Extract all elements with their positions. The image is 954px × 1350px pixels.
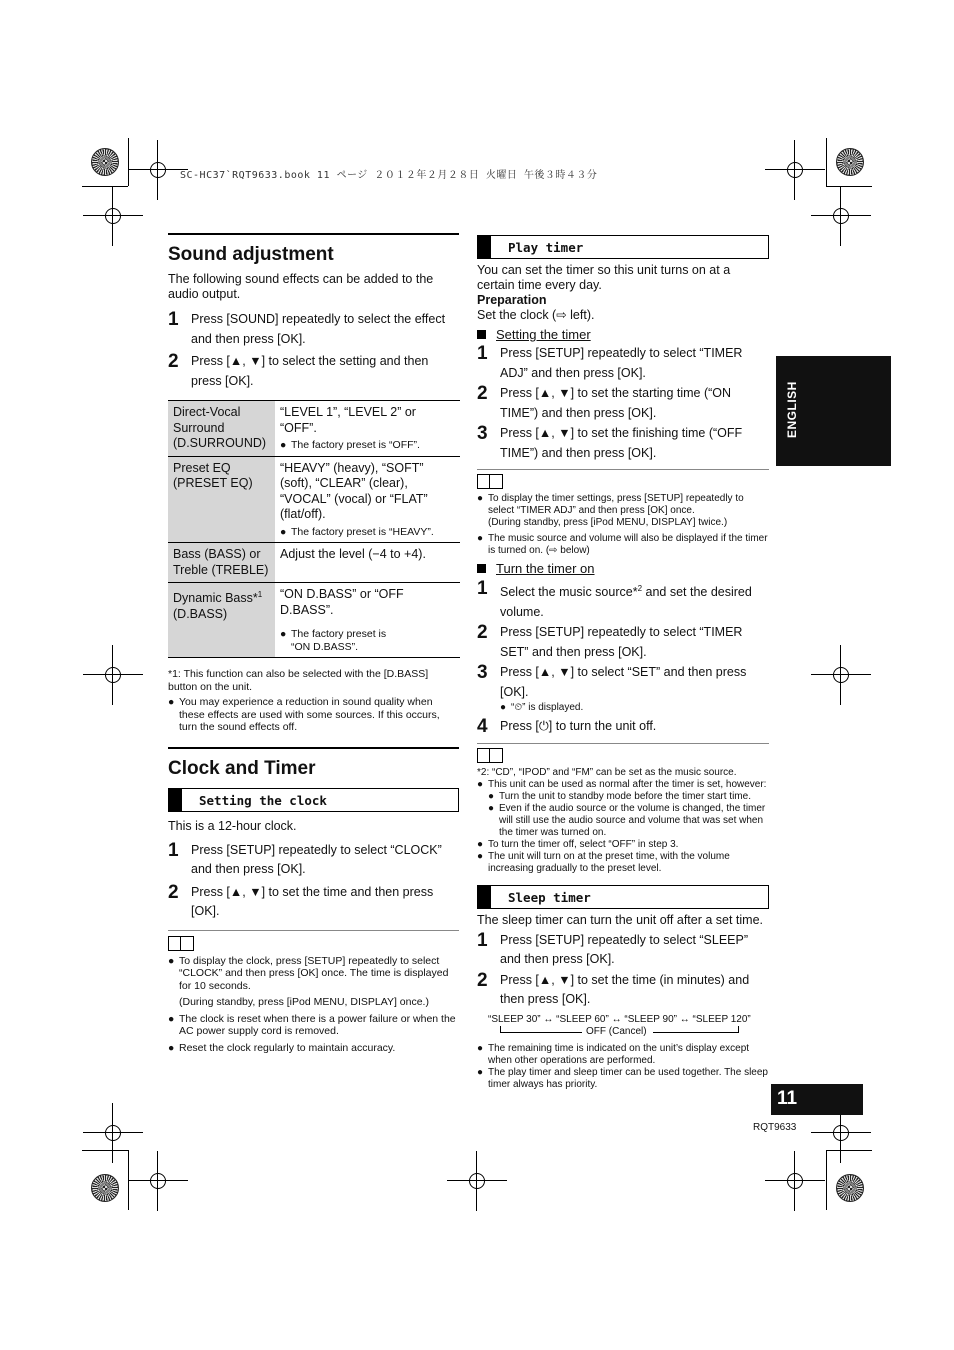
crosshair-mark (128, 1151, 188, 1211)
step: 1 Press [SETUP] repeatedly to select “SLEEP” and then press [OK]. (477, 929, 749, 967)
crosshair-mark (811, 645, 871, 705)
sleep-cycle: “SLEEP 30” ↔ “SLEEP 60” ↔ “SLEEP 90” ↔ “SLEEP 120” OFF (Cancel) (488, 1013, 751, 1037)
step: 3 Press [▲, ▼] to set the finishing time (“OFF TIME”) and then press [OK]. (477, 423, 743, 460)
doc-code: RQT9633 (753, 1122, 797, 1133)
subhead-sleep-timer: Sleep timer (477, 885, 769, 909)
sound-intro: The following sound effects can be added to the audio output. (168, 272, 434, 301)
turn-timer-on-heading: Turn the timer on (496, 561, 595, 576)
left-column: Sound adjustment The following sound effects can be added to the audio output. 1 Press [SOUND] repeatedly to select the effect and then press [OK]. 2 Press [▲, ▼] to select the setting and then press [OK]. Direct-Vocal Surround (D.SURROUND) “LEVEL 1”, “LEVEL 2” or “OFF”. ● The factory preset is “OFF”. Preset EQ (PRESET EQ) “HEAVY” (heavy), “SOFT” (soft), “CLEAR” (clear), “VOCAL” (vocal) or “FLAT” (flat/off). ● The factory preset is “HEAVY”. Bass (BASS) or Treble (TREBLE) Adjust the level (−4 to +4). Dynamic Bass*$^1$ (D.BASS) “ON D.BASS” or “OFF D.BASS”. ● The factory preset is “ON D.BASS”. *1: This function can also be selected with the [D.BASS] button on the unit. ● You may experience a reduction in sound quality when these effects are used with some sources. If this occurs, turn the sound effects off. Clock and Timer Setting the clock This is a 12-hour clock. 1 Press [SETUP] repeatedly to select “CLOCK” and then press [OK]. 2 Press [▲, ▼] to set the time and then press [OK]. ● To display the clock, press [SETUP] repeatedly to select “CLOCK” and then press [OK] once. The time is displayed for 10 seconds. (During standby, press [iPod MENU, DISPLAY] once.) ● The clock is reset when there is a power failure or when the AC power supply cord is removed. ● Reset the clock regularly to maintain accuracy. (168, 233, 459, 1054)
crosshair-mark (83, 645, 143, 705)
subhead-play-timer: Play timer (477, 235, 769, 259)
table-row: Preset EQ (PRESET EQ) “HEAVY” (heavy), “SOFT” (soft), “CLEAR” (clear), “VOCAL” (vocal) or “FLAT” (flat/off). ● The factory preset is “HEAVY”. (168, 456, 460, 543)
footnote-1: *1: This function can also be selected with the [D.BASS] button on the unit. (168, 668, 429, 693)
registration-mark (836, 148, 864, 176)
play-timer-intro: You can set the timer so this unit turns on at a certain time every day. (477, 263, 731, 292)
registration-mark (91, 1174, 119, 1202)
crosshair-mark (765, 1151, 825, 1211)
sleep-timer-intro: The sleep timer can turn the unit off after a set time. (477, 912, 764, 927)
step: 2 Press [▲, ▼] to set the time (in minutes) and then press [OK]. (477, 969, 750, 1007)
registration-mark (836, 1174, 864, 1202)
step: 1 Press [SETUP] repeatedly to select “CLOCK” and then press [OK]. (168, 839, 442, 876)
step: 2 Press [▲, ▼] to select the setting and then press [OK]. (168, 351, 429, 388)
step: 2 Press [SETUP] repeatedly to select “TIMER SET” and then press [OK]. (477, 622, 743, 659)
step: 1 Press [SOUND] repeatedly to select the effect and then press [OK]. (168, 309, 446, 346)
step: 4 Press [⏻] to turn the unit off. (477, 715, 657, 737)
section-title-clock: Clock and Timer (168, 757, 316, 779)
crosshair-mark (83, 186, 143, 246)
section-title-sound: Sound adjustment (168, 244, 334, 265)
sound-effects-table (168, 400, 460, 658)
step: 2 Press [▲, ▼] to set the time and then press [OK]. (168, 881, 434, 918)
page-number: 11 (771, 1084, 863, 1115)
clock-intro: This is a 12-hour clock. (168, 818, 297, 833)
crosshair-mark (447, 1151, 507, 1211)
table-row: Bass (BASS) or Treble (TREBLE) Adjust the level (−4 to +4). (168, 543, 460, 583)
right-column: Play timer You can set the timer so this unit turns on at a certain time every day. Preparation Set the clock (⇨ left). Setting the timer 1 Press [SETUP] repeatedly to select “TIMER ADJ” and then press [OK]. 2 Press [▲, ▼] to set the starting time (“ON TIME”) and then press [OK]. 3 Press [▲, ▼] to set the finishing time (“OFF TIME”) and then press [OK]. ● To display the timer settings, press [SETUP] repeatedly to select “TIMER ADJ” and then press [OK] once. (During standby, press [iPod MENU, DISPLAY] twice.) ● The music source and volume will also be displayed if the timer is turned on. (⇨ below) Turn the timer on 1 Select the music source*$^2$ and set the desired volume. 2 Press [SETUP] repeatedly to select “TIMER SET” and then press [OK]. 3 Press [▲, ▼] to select “SET” and then press [OK]. ● “⏲” is displayed. 4 Press [⏻] to turn the unit off. *2: “CD”, “IPOD” and “FM” can be set as the music source. ● This unit can be used as normal after the timer is set, however: ● Turn the unit to standby mode before the timer start time. ● Even if the audio source or the volume is changed, the timer will still use the audio source and volume that was set when the timer was turned on. ● To turn the timer off, select “OFF” in step 3. ● The unit will turn on at the preset time, with the volume increasing gradually to the preset level. Sleep timer The sleep timer can turn the unit off after a set time. 1 Press [SETUP] repeatedly to select “SLEEP” and then press [OK]. 2 Press [▲, ▼] to set the time (in minutes) and then press [OK]. “SLEEP 30” ↔ “SLEEP 60” ↔ “SLEEP 90” ↔ “SLEEP 120” OFF (Cancel) ● The remaining time is indicated on the unit’s display except when other operations are performed. ● The play timer and sleep timer can be used together. The sleep timer always has priority. (477, 235, 769, 1091)
subhead-setting-clock: Setting the clock (168, 788, 459, 812)
print-header: SC-HC37`RQT9633.book 11 ページ ２０１２年２月２８日 火曜日 午後３時４３分 (180, 170, 598, 181)
setting-timer-heading: Setting the timer (496, 327, 591, 342)
note-icon (477, 474, 503, 489)
note-icon (477, 748, 503, 763)
step: 2 Press [▲, ▼] to set the starting time (“ON TIME”) and then press [OK]. (477, 383, 732, 420)
table-row: Direct-Vocal Surround (D.SURROUND) “LEVEL 1”, “LEVEL 2” or “OFF”. ● The factory preset is “OFF”. (168, 401, 460, 457)
step: 3 Press [▲, ▼] to select “SET” and then press [OK]. (477, 662, 747, 699)
sound-note: You may experience a reduction in sound quality when these effects are used with some sources. If this occurs, turn the sound effects off. (179, 696, 440, 733)
step: 1 Select the music source*$^2$ and set the desired volume. (477, 578, 752, 619)
note-icon (168, 936, 194, 951)
table-row: Dynamic Bass*$^1$ (D.BASS) “ON D.BASS” or “OFF D.BASS”. ● The factory preset is “ON D.BASS”. (168, 583, 460, 658)
registration-mark (91, 148, 119, 176)
crosshair-mark (811, 186, 871, 246)
language-tab: ENGLISH (776, 356, 891, 466)
step: 1 Press [SETUP] repeatedly to select “TIMER ADJ” and then press [OK]. (477, 343, 743, 380)
